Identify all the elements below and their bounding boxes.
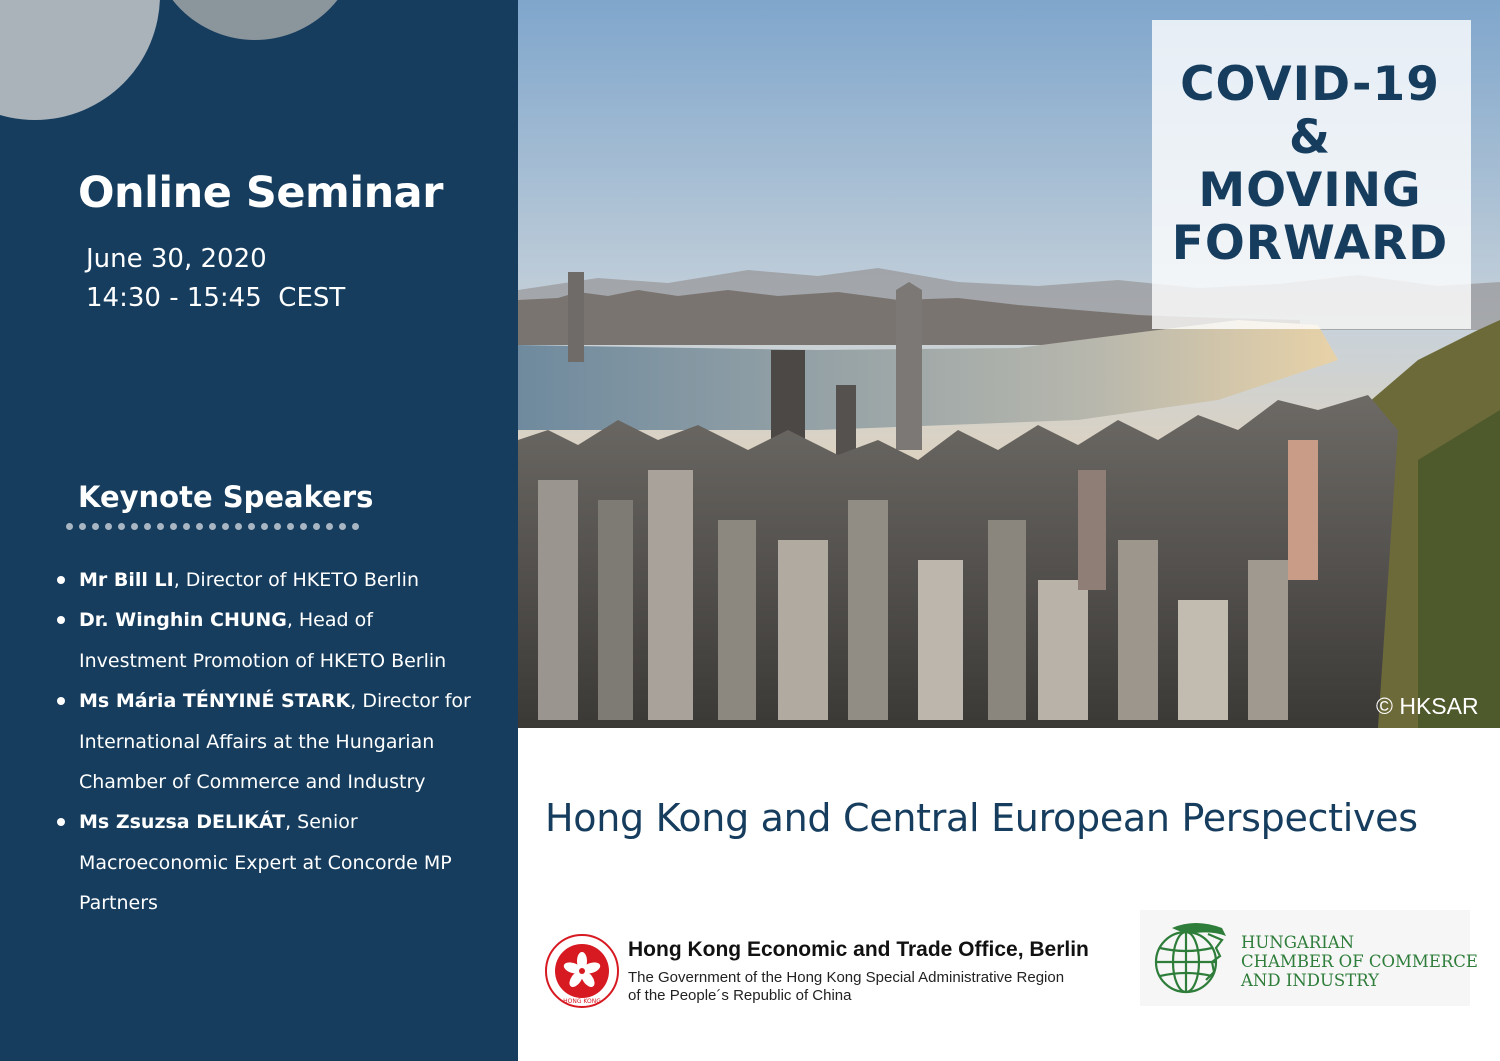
speaker-role: , Senior Macroeconomic Expert at Concorde MP Partners — [79, 811, 452, 915]
speaker-item — [55, 600, 475, 681]
hketo-gov-line: of the People´s Republic of China — [628, 987, 852, 1004]
headline — [1160, 58, 1460, 270]
seminar-date: June 30, 2020 — [86, 244, 267, 274]
hcci-line: HUNGARIAN — [1241, 933, 1355, 952]
speaker-item — [55, 560, 475, 600]
decorative-circle — [0, 0, 160, 120]
speaker-name: Ms Zsuzsa DELIKÁT — [79, 811, 286, 834]
speaker-list — [55, 560, 475, 924]
emblem-text: HONG KONG — [563, 998, 601, 1005]
hcci-name — [1241, 933, 1478, 990]
speaker-item — [55, 802, 475, 923]
seminar-time: 14:30 - 15:45 CEST — [86, 283, 346, 313]
speaker-name: Ms Mária TÉNYINÉ STARK — [79, 690, 351, 713]
speaker-role: , Director for International Affairs at the Hungarian Chamber of Commerce and Industry — [79, 690, 471, 794]
headline-line: COVID-19 — [1180, 57, 1440, 112]
hketo-name: Hong Kong Economic and Trade Office, Berlin — [628, 938, 1089, 961]
hcci-line: CHAMBER OF COMMERCE — [1241, 952, 1478, 971]
dotted-divider — [66, 523, 359, 530]
left-panel — [0, 0, 518, 1061]
seminar-title: Online Seminar — [78, 168, 443, 218]
subtitle: Hong Kong and Central European Perspectives — [545, 796, 1418, 840]
hcci-globe-icon — [1150, 918, 1230, 998]
speaker-role: , Director of HKETO Berlin — [173, 569, 419, 591]
hcci-line: AND INDUSTRY — [1241, 971, 1380, 990]
headline-line: FORWARD — [1171, 216, 1449, 271]
speaker-item — [55, 681, 475, 802]
speaker-role: , Head of Investment Promotion of HKETO Berlin — [79, 609, 447, 672]
speaker-name: Dr. Winghin CHUNG — [79, 609, 287, 632]
keynote-heading: Keynote Speakers — [78, 480, 374, 514]
headline-line: MOVING — [1198, 163, 1422, 218]
photo-credit: © HKSAR — [1376, 693, 1479, 719]
hketo-gov-line: The Government of the Hong Kong Special Administrative Region — [628, 969, 1065, 986]
headline-line: & — [1289, 110, 1331, 165]
decorative-circle — [150, 0, 360, 40]
hksar-emblem-icon — [544, 933, 620, 1009]
speaker-name: Mr Bill LI — [79, 569, 174, 591]
